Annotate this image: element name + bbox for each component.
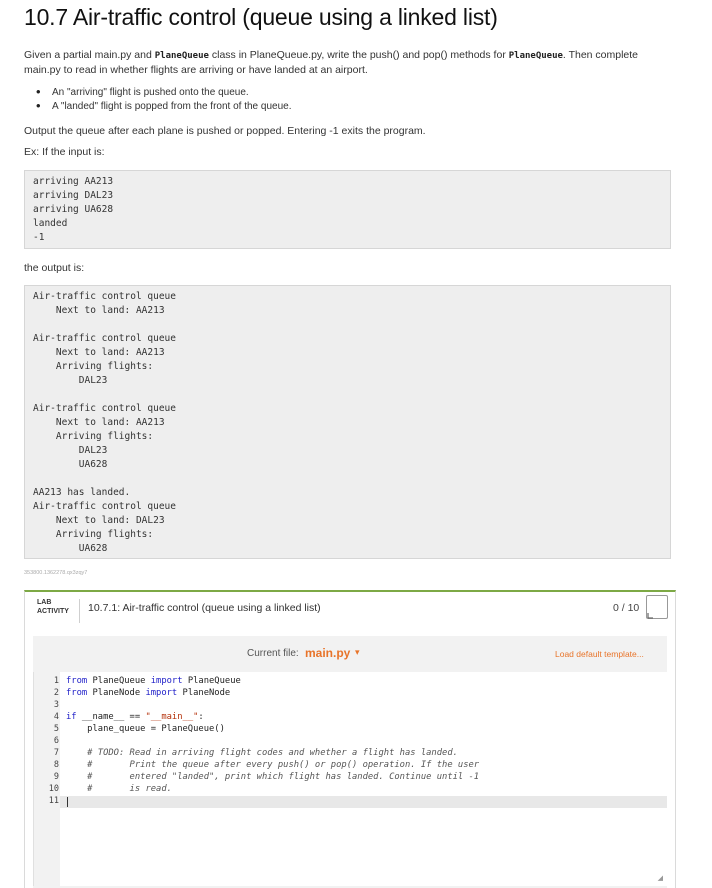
file-bar bbox=[33, 636, 667, 672]
code-line-10[interactable]: # is read. bbox=[66, 784, 172, 794]
example-label: Ex: If the input is: bbox=[24, 146, 105, 158]
line-number-gutter bbox=[34, 672, 60, 886]
rule-arriving: • An "arriving" flight is pushed onto the queue. bbox=[36, 86, 291, 100]
code-token: PlaneQueue bbox=[87, 676, 151, 686]
current-file-select[interactable]: main.py bbox=[305, 646, 351, 660]
code-editor[interactable] bbox=[33, 672, 667, 886]
intro-text-4: main.py to read in whether flights are arriving or have landed at an airport. bbox=[24, 64, 368, 76]
code-line-1[interactable] bbox=[66, 676, 241, 686]
keyword: if bbox=[66, 712, 77, 722]
problem-id: 353800.1362278.qx3zqy7 bbox=[24, 570, 88, 576]
lab-title: 10.7.1: Air-traffic control (queue using a linked list) bbox=[88, 602, 321, 614]
chevron-down-icon[interactable]: ▾ bbox=[355, 647, 360, 657]
page-title: 10.7 Air-traffic control (queue using a linked list) bbox=[24, 4, 498, 30]
code-line-4[interactable] bbox=[66, 712, 204, 722]
score-corner-icon bbox=[647, 596, 669, 620]
text-cursor bbox=[67, 797, 68, 807]
line-number: 7 bbox=[53, 748, 59, 758]
line-number: 4 bbox=[53, 712, 59, 722]
intro-code-2: PlaneQueue bbox=[508, 51, 563, 61]
active-line-highlight bbox=[60, 796, 667, 808]
intro-text-3: . Then complete bbox=[562, 49, 639, 61]
line-number: 5 bbox=[53, 724, 59, 734]
intro-paragraph bbox=[24, 48, 638, 77]
line-number: 3 bbox=[53, 700, 59, 710]
lab-activity-tag bbox=[37, 598, 69, 616]
line-number: 9 bbox=[53, 772, 59, 782]
code-line-2[interactable] bbox=[66, 688, 230, 698]
intro-text-1: Given a partial main.py and bbox=[24, 49, 155, 61]
code-token: : bbox=[198, 712, 204, 722]
line-number: 1 bbox=[53, 676, 59, 686]
keyword: import bbox=[145, 688, 178, 698]
line-number: 2 bbox=[53, 688, 59, 698]
code-line-8[interactable]: # Print the queue after every push() or pop() operation. If the user bbox=[66, 760, 480, 770]
keyword: from bbox=[66, 688, 88, 698]
code-token: PlaneNode bbox=[177, 688, 231, 698]
rule-landed: • A "landed" flight is popped from the front of the queue. bbox=[36, 100, 291, 114]
current-file-label: Current file: bbox=[247, 648, 299, 659]
output-example: Air-traffic control queue Next to land: AA213 Air-traffic control queue Next to land: AA213 Arriving flights: DAL23 Air-traffic control queue Next to land: AA213 Arriving flights: DAL23 UA628 AA213 has landed. Air-traffic control queue Next to land: DAL23 Arriving flights: UA628 bbox=[24, 285, 671, 559]
code-token: PlaneQueue bbox=[182, 676, 241, 686]
lab-divider bbox=[79, 599, 80, 623]
rules-list bbox=[36, 86, 291, 114]
lab-score: 0 / 10 bbox=[613, 602, 640, 614]
line-number: 10 bbox=[48, 784, 59, 794]
code-line-5[interactable]: plane_queue = PlaneQueue() bbox=[66, 724, 225, 734]
intro-code-1: PlaneQueue bbox=[154, 51, 209, 61]
code-line-7[interactable]: # TODO: Read in arriving flight codes and whether a flight has landed. bbox=[66, 748, 458, 758]
lab-tag-line1: LAB bbox=[37, 599, 52, 606]
load-default-template-link[interactable]: Load default template... bbox=[555, 649, 644, 659]
output-note: Output the queue after each plane is pushed or popped. Entering -1 exits the program. bbox=[24, 125, 426, 137]
keyword: from bbox=[66, 676, 88, 686]
input-example: arriving AA213 arriving DAL23 arriving UA628 landed -1 bbox=[24, 170, 671, 249]
line-number: 6 bbox=[53, 736, 59, 746]
score-box-icon bbox=[646, 595, 668, 619]
line-number: 11 bbox=[48, 796, 59, 806]
code-token: __name__ == bbox=[76, 712, 146, 722]
lab-tag-line2: ACTIVITY bbox=[37, 608, 69, 615]
intro-text-2: class in PlaneQueue.py, write the push() and pop() methods for bbox=[208, 49, 509, 61]
line-number: 8 bbox=[53, 760, 59, 770]
string-literal: "__main__" bbox=[145, 712, 199, 722]
code-line-9[interactable]: # entered "landed", print which flight has landed. Continue until -1 bbox=[66, 772, 480, 782]
keyword: import bbox=[150, 676, 183, 686]
code-editor-panel bbox=[33, 636, 667, 888]
code-token: PlaneNode bbox=[87, 688, 146, 698]
lab-activity-panel bbox=[24, 590, 676, 888]
resize-handle-icon[interactable]: ◢ bbox=[657, 875, 663, 882]
output-label: the output is: bbox=[24, 262, 85, 274]
